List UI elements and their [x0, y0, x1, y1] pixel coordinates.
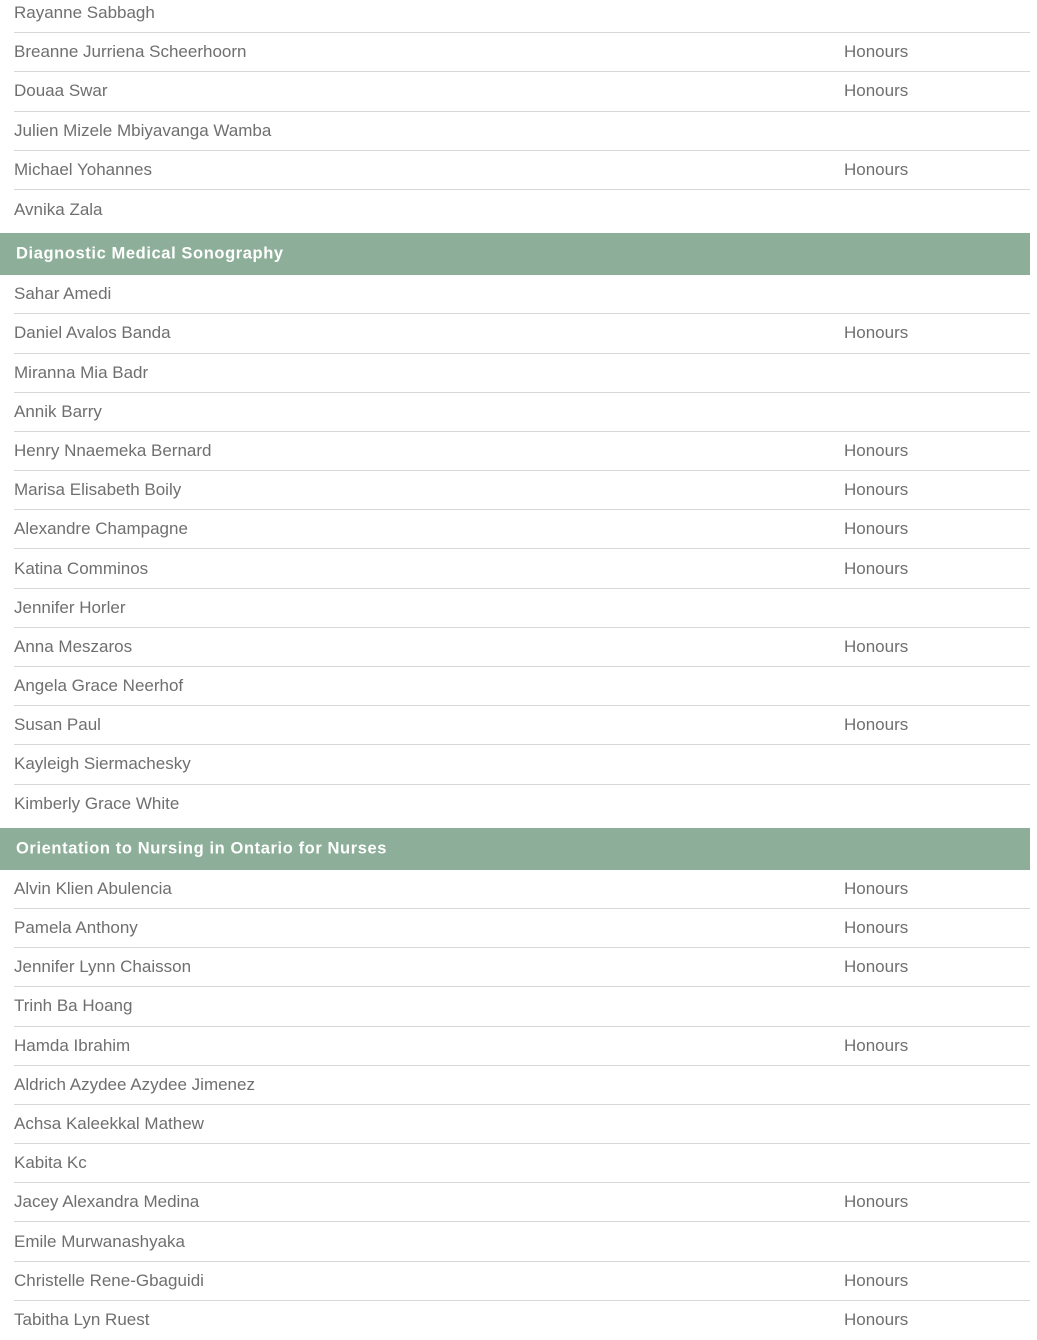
graduate-name: Trinh Ba Hoang [14, 996, 133, 1016]
list-item [14, 1183, 1030, 1222]
list-item [14, 1222, 1030, 1261]
graduate-name: Kayleigh Siermachesky [14, 754, 191, 774]
list-item [14, 33, 1030, 72]
graduate-name: Pamela Anthony [14, 918, 138, 938]
list-item [14, 706, 1030, 745]
honours-label: Honours [844, 878, 909, 898]
list-item [14, 1066, 1030, 1105]
honours-label: Honours [844, 1310, 909, 1330]
list-item [14, 510, 1030, 549]
list-item [14, 987, 1030, 1026]
list-item [14, 314, 1030, 353]
graduate-name: Jennifer Horler [14, 597, 126, 617]
graduate-name: Achsa Kaleekkal Mathew [14, 1113, 204, 1133]
graduate-name: Jacey Alexandra Medina [14, 1192, 200, 1212]
graduate-name: Angela Grace Neerhof [14, 676, 184, 696]
graduate-name: Alvin Klien Abulencia [14, 878, 172, 898]
list-item [14, 151, 1030, 190]
graduate-name: Julien Mizele Mbiyavanga Wamba [14, 120, 272, 140]
list-item [14, 112, 1030, 151]
list-item [14, 72, 1030, 111]
graduate-name: Breanne Jurriena Scheerhoorn [14, 42, 247, 62]
list-item [14, 432, 1030, 471]
honours-label: Honours [844, 323, 909, 343]
list-item [14, 948, 1030, 987]
list-item [14, 870, 1030, 909]
list-item [14, 354, 1030, 393]
honours-label: Honours [844, 519, 909, 539]
list-item [14, 393, 1030, 432]
list-item [14, 549, 1030, 588]
list-item [14, 785, 1030, 824]
section-title: Diagnostic Medical Sonography [16, 244, 284, 263]
list-item [14, 1301, 1030, 1340]
graduate-name: Christelle Rene-Gbaguidi [14, 1270, 204, 1290]
graduate-name: Douaa Swar [14, 81, 108, 101]
graduate-name: Katina Comminos [14, 558, 149, 578]
section-title: Orientation to Nursing in Ontario for Nurses [16, 839, 388, 858]
graduate-name: Emile Murwanashyaka [14, 1231, 186, 1251]
graduate-name: Kabita Kc [14, 1153, 87, 1173]
list-item [14, 275, 1030, 314]
list-item [14, 909, 1030, 948]
graduate-name: Kimberly Grace White [14, 794, 180, 814]
graduate-name: Tabitha Lyn Ruest [14, 1310, 150, 1330]
honours-label: Honours [844, 1192, 909, 1212]
honours-label: Honours [844, 440, 909, 460]
honours-label: Honours [844, 957, 909, 977]
list-item [14, 1144, 1030, 1183]
list-item [14, 0, 1030, 33]
honours-label: Honours [844, 480, 909, 500]
honours-label: Honours [844, 1035, 909, 1055]
list-item [14, 589, 1030, 628]
list-item [14, 1262, 1030, 1301]
graduate-name: Annik Barry [14, 401, 102, 421]
list-item [14, 745, 1030, 784]
graduate-name: Daniel Avalos Banda [14, 323, 171, 343]
honours-label: Honours [844, 159, 909, 179]
list-item [14, 471, 1030, 510]
graduate-name: Susan Paul [14, 715, 101, 735]
list-item [14, 667, 1030, 706]
honours-label: Honours [844, 636, 909, 656]
graduate-name: Rayanne Sabbagh [14, 3, 155, 23]
list-item [14, 190, 1030, 229]
graduate-name: Aldrich Azydee Azydee Jimenez [14, 1074, 255, 1094]
graduate-name: Hamda Ibrahim [14, 1035, 131, 1055]
honours-label: Honours [844, 918, 909, 938]
graduate-name: Michael Yohannes [14, 159, 153, 179]
graduate-name: Henry Nnaemeka Bernard [14, 440, 212, 460]
graduate-name: Avnika Zala [14, 199, 103, 219]
section-header [0, 233, 1030, 275]
graduate-name: Marisa Elisabeth Boily [14, 480, 182, 500]
graduate-name: Alexandre Champagne [14, 519, 188, 539]
honours-label: Honours [844, 1270, 909, 1290]
graduate-name: Miranna Mia Badr [14, 362, 149, 382]
honours-label: Honours [844, 558, 909, 578]
list-item [14, 1027, 1030, 1066]
honours-label: Honours [844, 81, 909, 101]
list-item [14, 1105, 1030, 1144]
graduate-name: Jennifer Lynn Chaisson [14, 957, 192, 977]
honours-label: Honours [844, 715, 909, 735]
honours-label: Honours [844, 42, 909, 62]
graduate-name: Anna Meszaros [14, 636, 133, 656]
section-header [0, 828, 1030, 870]
graduate-name: Sahar Amedi [14, 284, 112, 304]
list-item [14, 628, 1030, 667]
